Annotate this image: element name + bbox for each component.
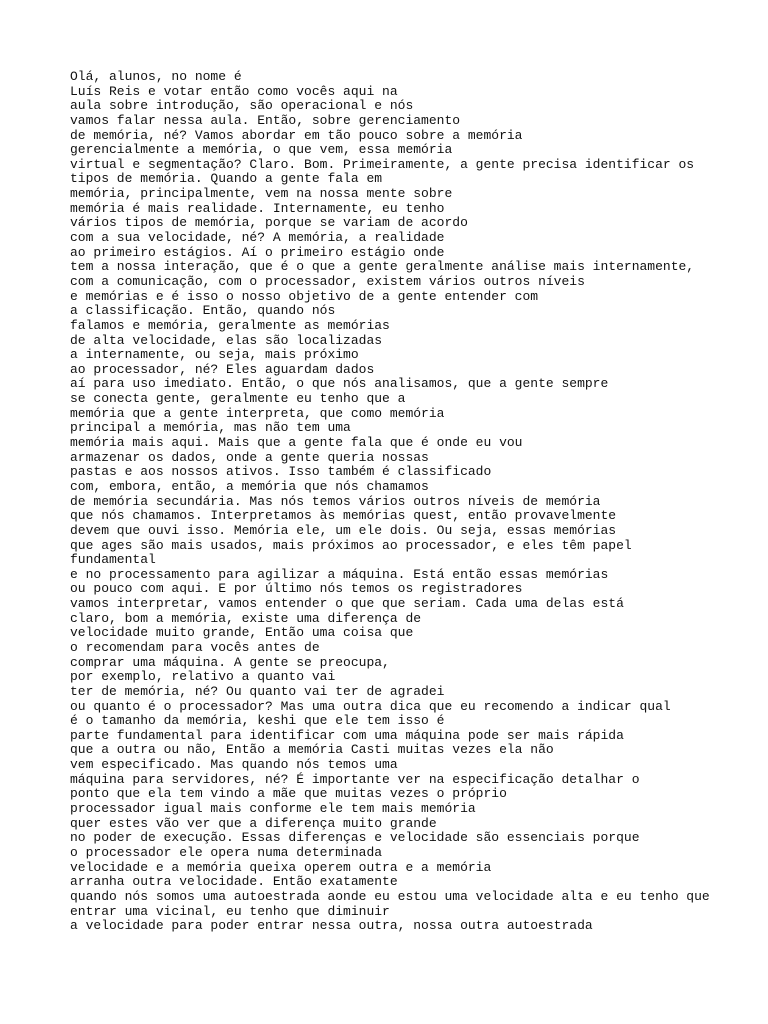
transcript-line: a velocidade para poder entrar nessa outra, nossa outra autoestrada (70, 918, 593, 934)
transcript-line: se conecta gente, geralmente eu tenho que a (70, 391, 406, 407)
transcript-line: comprar uma máquina. A gente se preocupa, (70, 654, 390, 670)
transcript-line: com, embora, então, a memória que nós chamamos (70, 478, 429, 494)
transcript-line: a classificação. Então, quando nós (70, 303, 336, 319)
transcript-line: vários tipos de memória, porque se variam de acordo (70, 215, 468, 231)
transcript-line: aula sobre introdução, são operacional e nós (70, 98, 414, 114)
transcript-line: gerencialmente a memória, o que vem, essa memória (70, 142, 453, 158)
transcript-line: memória é mais realidade. Internamente, eu tenho (70, 200, 445, 216)
transcript-line: fundamental (70, 552, 156, 568)
transcript-line: armazenar os dados, onde a gente queria nossas (70, 449, 429, 465)
transcript-line: e memórias e é isso o nosso objetivo de a gente entender com (70, 288, 539, 304)
transcript-text (70, 70, 750, 934)
transcript-line: tem a nossa interação, que é o que a gente geralmente análise mais internamente, (70, 259, 695, 275)
transcript-line: o processador ele opera numa determinada (70, 844, 383, 860)
transcript-line: principal a memória, mas não tem uma (70, 420, 351, 436)
transcript-line: memória que a gente interpreta, que como memória (70, 405, 445, 421)
transcript-line: no poder de execução. Essas diferenças e velocidade são essenciais porque (70, 830, 640, 846)
transcript-line: virtual e segmentação? Claro. Bom. Primeiramente, a gente precisa identificar os (70, 156, 695, 172)
transcript-line: velocidade e a memória queixa operem outra e a memória (70, 859, 492, 875)
transcript-line: o recomendam para vocês antes de (70, 639, 320, 655)
transcript-line: de memória secundária. Mas nós temos vários outros níveis de memória (70, 493, 601, 509)
transcript-line: que ages são mais usados, mais próximos ao processador, e eles têm papel (70, 537, 632, 553)
transcript-line: ter de memória, né? Ou quanto vai ter de agradei (70, 683, 445, 699)
transcript-line: com a comunicação, com o processador, existem vários outros níveis (70, 273, 585, 289)
transcript-line: aí para uso imediato. Então, o que nós analisamos, que a gente sempre (70, 376, 609, 392)
transcript-line: e no processamento para agilizar a máquina. Está então essas memórias (70, 566, 609, 582)
transcript-line: Olá, alunos, no nome é (70, 69, 242, 84)
transcript-line: memória mais aqui. Mais que a gente fala que é onde eu vou (70, 435, 523, 451)
transcript-line: ou quanto é o processador? Mas uma outra dica que eu recomendo a indicar qual (70, 698, 671, 714)
transcript-line: quando nós somos uma autoestrada aonde eu estou uma velocidade alta e eu tenho que (70, 888, 710, 904)
transcript-line: vem especificado. Mas quando nós temos uma (70, 757, 398, 773)
transcript-line: a internamente, ou seja, mais próximo (70, 347, 359, 363)
transcript-line: devem que ouvi isso. Memória ele, um ele dois. Ou seja, essas memórias (70, 522, 617, 538)
transcript-line: vamos interpretar, vamos entender o que que seriam. Cada uma delas está (70, 596, 624, 612)
transcript-line: por exemplo, relativo a quanto vai (70, 669, 336, 685)
transcript-line: processador igual mais conforme ele tem mais memória (70, 801, 476, 817)
transcript-line: é o tamanho da memória, keshi que ele tem isso é (70, 713, 445, 729)
transcript-line: pastas e aos nossos ativos. Isso também é classificado (70, 464, 492, 480)
transcript-line: memória, principalmente, vem na nossa mente sobre (70, 186, 453, 202)
transcript-line: ao processador, né? Eles aguardam dados (70, 361, 375, 377)
transcript-line: quer estes vão ver que a diferença muito grande (70, 815, 437, 831)
transcript-line: velocidade muito grande, Então uma coisa que (70, 625, 414, 641)
transcript-line: de alta velocidade, elas são localizadas (70, 332, 383, 348)
transcript-line: entrar uma vicinal, eu tenho que diminuir (70, 903, 390, 919)
transcript-line: parte fundamental para identificar com uma máquina pode ser mais rápida (70, 727, 624, 743)
transcript-line: falamos e memória, geralmente as memórias (70, 317, 390, 333)
transcript-line: ou pouco com aqui. E por último nós temos os registradores (70, 581, 523, 597)
transcript-line: vamos falar nessa aula. Então, sobre gerenciamento (70, 112, 461, 128)
transcript-line: claro, bom a memória, existe uma diferença de (70, 610, 422, 626)
transcript-line: com a sua velocidade, né? A memória, a realidade (70, 230, 445, 246)
transcript-line: tipos de memória. Quando a gente fala em (70, 171, 383, 187)
transcript-line: ao primeiro estágios. Aí o primeiro estágio onde (70, 244, 445, 260)
transcript-line: ponto que ela tem vindo a mãe que muitas vezes o próprio (70, 786, 507, 802)
transcript-line: que a outra ou não, Então a memória Casti muitas vezes ela não (70, 742, 554, 758)
transcript-line: arranha outra velocidade. Então exatamente (70, 874, 398, 890)
transcript-line: máquina para servidores, né? É importante ver na especificação detalhar o (70, 771, 640, 787)
transcript-line: de memória, né? Vamos abordar em tão pouco sobre a memória (70, 127, 523, 143)
transcript-line: que nós chamamos. Interpretamos às memórias quest, então provavelmente (70, 508, 617, 524)
transcript-line: Luís Reis e votar então como vocês aqui na (70, 83, 398, 99)
